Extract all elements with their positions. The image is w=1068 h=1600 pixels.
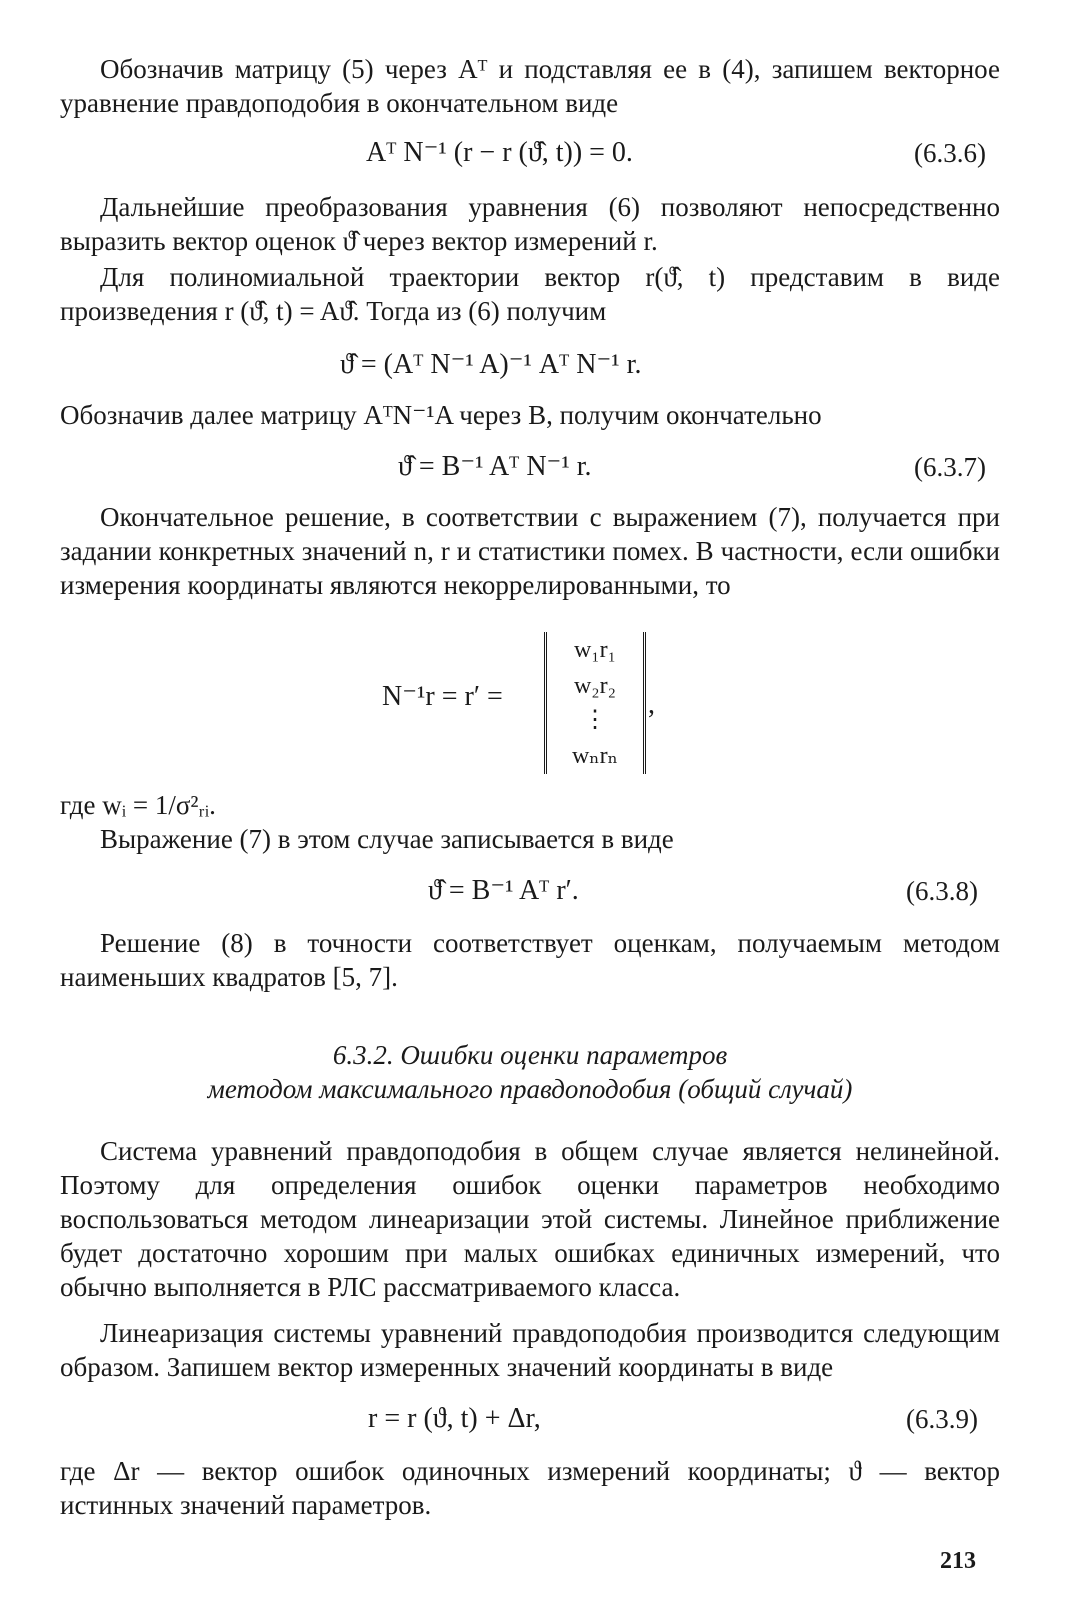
matrix-equation-lhs: N⁻¹r = r′ = (382, 681, 503, 712)
paragraph-least-squares: Решение (8) в точности соответствует оценкам, получаемым методом наименьших квадратов [5, 7]. (60, 928, 1000, 992)
paragraph-intro: Обозначив матрицу (5) через Aᵀ и подставляя ее в (4), запишем векторное уравнение правдоподобия в окончательном виде (60, 54, 1000, 118)
paragraph-matrix-b: Обозначив далее матрицу AᵀN⁻¹A через B, получим окончательно (60, 400, 822, 430)
matrix-row-dots: ⋮ (583, 707, 607, 733)
equation-number-6-3-8: (6.3.8) (906, 876, 978, 906)
paragraph-weights: где wᵢ = 1/σ²ᵣᵢ. (60, 790, 216, 820)
matrix-row-n: wₙrₙ (571, 743, 619, 769)
paragraph-error-vector: где Δr — вектор ошибок одиночных измерений координаты; ϑ — вектор истинных значений параметров. (60, 1456, 1000, 1520)
equation-number-6-3-9: (6.3.9) (906, 1404, 978, 1434)
section-heading-line-1: 6.3.2. Ошибки оценки параметров (332, 1040, 728, 1070)
paragraph-final-solution: Окончательное решение, в соответствии с выражением (7), получается при задании конкретных значений n, r и статистики помех. В частности, если ошибки измерения координаты являются некоррелированными, то (60, 502, 1000, 600)
paragraph-transform: Дальнейшие преобразования уравнения (6) позволяют непосредственно выразить вектор оценок ϑ̂ через вектор измерений r. (60, 192, 1000, 256)
equation-unnumbered: ϑ̂ = (Aᵀ N⁻¹ A)⁻¹ Aᵀ N⁻¹ r. (340, 349, 642, 380)
equation-6-3-8: ϑ̂ = B⁻¹ Aᵀ r′. (428, 875, 579, 906)
matrix-trailing-comma: , (648, 689, 655, 720)
equation-6-3-6: Aᵀ N⁻¹ (r − r (ϑ̂, t)) = 0. (366, 137, 633, 168)
equation-6-3-7: ϑ̂ = B⁻¹ Aᵀ N⁻¹ r. (398, 451, 592, 482)
matrix-row-1: w₁r₁ (573, 637, 617, 663)
paragraph-nonlinear-system: Система уравнений правдоподобия в общем случае является нелинейной. Поэтому для определения ошибок оценки параметров необходимо воспользоваться методом линеаризации этой системы. Линейное приближение будет достаточно хорошим при малых ошибках единичных измерений, что обычно выполняется в РЛС рассматриваемого класса. (60, 1136, 1000, 1302)
equation-number-6-3-7: (6.3.7) (914, 452, 986, 482)
matrix-row-2: w₂r₂ (573, 673, 617, 699)
column-vector-matrix (544, 632, 646, 774)
equation-6-3-9: r = r (ϑ, t) + Δr, (368, 1403, 541, 1434)
equation-number-6-3-6: (6.3.6) (914, 138, 986, 168)
paragraph-polynomial: Для полиномиальной траектории вектор r(ϑ̂, t) представим в виде произведения r (ϑ̂, t) = Aϑ̂. Тогда из (6) получим (60, 262, 1000, 326)
page-number: 213 (940, 1548, 976, 1574)
section-heading-line-2: методом максимального правдоподобия (общий случай) (207, 1074, 853, 1104)
paragraph-expression: Выражение (7) в этом случае записывается в виде (100, 824, 674, 854)
paragraph-linearization: Линеаризация системы уравнений правдоподобия производится следующим образом. Запишем вектор измеренных значений координаты в виде (60, 1318, 1000, 1382)
